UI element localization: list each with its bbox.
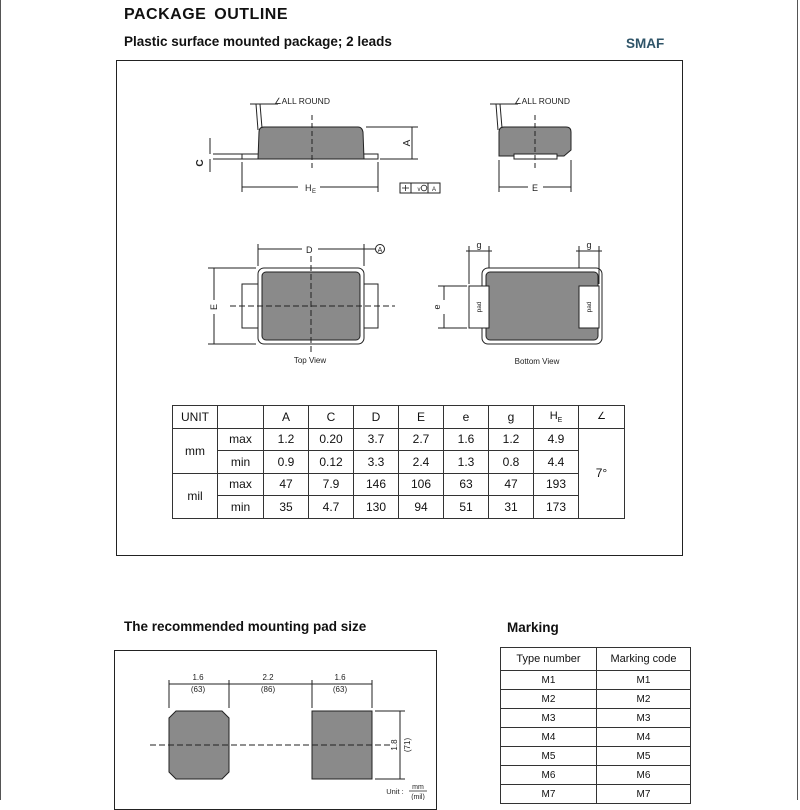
table-row	[501, 690, 691, 709]
table-cell: 31	[489, 496, 534, 519]
table-row	[173, 496, 625, 519]
table-cell: 47	[489, 473, 534, 496]
dim-label-g-left: g	[476, 240, 482, 250]
table-cell: M7	[501, 785, 597, 804]
marking-title: Marking	[507, 620, 559, 635]
table-cell: 63	[444, 473, 489, 496]
row-label: max	[218, 473, 264, 496]
pad-height-mm: 1.8	[390, 739, 399, 751]
type-number-header: Type number	[501, 648, 597, 671]
unit-mil: (mil)	[411, 794, 425, 800]
table-cell: 7.9	[309, 473, 354, 496]
col-header-C: C	[309, 406, 354, 429]
table-row	[501, 709, 691, 728]
table-cell: 1.6	[444, 428, 489, 451]
table-cell: 0.8	[489, 451, 534, 474]
dim-label-E-side: E	[532, 183, 539, 193]
col-header-A: A	[264, 406, 309, 429]
dim-label-g-right: g	[586, 240, 592, 250]
table-cell: 1.3	[444, 451, 489, 474]
table-row	[501, 671, 691, 690]
dim-label-HE-sub: E	[312, 189, 317, 195]
table-cell: 2.7	[399, 428, 444, 451]
table-cell: 146	[354, 473, 399, 496]
package-code: SMAF	[626, 36, 665, 51]
table-cell: 47	[264, 473, 309, 496]
tolerance-v-label: v	[417, 187, 421, 193]
dim-label-E-top: E	[209, 303, 219, 311]
table-cell: 1.2	[264, 428, 309, 451]
all-round-label-right: ∠ALL ROUND	[514, 96, 570, 106]
side-view	[210, 104, 440, 193]
table-cell: M5	[597, 747, 691, 766]
table-row	[501, 747, 691, 766]
mounting-pad-title: The recommended mounting pad size	[124, 619, 367, 634]
top-view	[208, 244, 395, 352]
unit-mm: mm	[412, 784, 424, 791]
pad-dim-2-mm: 2.2	[262, 673, 274, 682]
pad-dim-2-mil: (86)	[260, 685, 276, 694]
table-cell: M7	[597, 785, 691, 804]
table-row	[501, 728, 691, 747]
unit-mm: mm	[173, 428, 218, 473]
col-header-angle: ∠	[579, 406, 625, 429]
table-cell: 0.12	[309, 451, 354, 474]
pad-dim-1-mil: (63)	[190, 685, 206, 694]
table-cell: M3	[597, 709, 691, 728]
table-cell: 1.2	[489, 428, 534, 451]
table-cell: 35	[264, 496, 309, 519]
dimensions-table	[172, 405, 625, 519]
marking-code-header: Marking code	[597, 648, 691, 671]
dim-label-A: A	[402, 139, 413, 147]
angle-value: 7°	[579, 428, 625, 518]
pad-height-mil: (71)	[403, 737, 412, 753]
col-header-D: D	[354, 406, 399, 429]
row-label: min	[218, 496, 264, 519]
table-cell: M4	[597, 728, 691, 747]
datum-A-label: A	[377, 247, 383, 254]
table-cell: 4.4	[534, 451, 579, 474]
dim-label-C: C	[195, 159, 206, 167]
table-cell: M6	[597, 766, 691, 785]
empty-header-cell	[218, 406, 264, 429]
end-view	[490, 104, 571, 192]
pad-dim-3-mil: (63)	[332, 685, 348, 694]
row-label: max	[218, 428, 264, 451]
table-cell: 4.7	[309, 496, 354, 519]
table-cell: 106	[399, 473, 444, 496]
tolerance-A-label: A	[431, 187, 437, 193]
col-header-E: E	[399, 406, 444, 429]
table-cell: M2	[597, 690, 691, 709]
table-cell: 173	[534, 496, 579, 519]
pad-dim-1-mm: 1.6	[192, 673, 204, 682]
col-header-HE: $H_E$	[534, 406, 579, 429]
table-cell: M1	[501, 671, 597, 690]
table-row	[501, 766, 691, 785]
table-cell: M6	[501, 766, 597, 785]
row-label: min	[218, 451, 264, 474]
table-cell: M4	[501, 728, 597, 747]
unit-label: Unit :	[386, 787, 404, 796]
table-cell: 2.4	[399, 451, 444, 474]
table-cell: M1	[597, 671, 691, 690]
table-cell: 94	[399, 496, 444, 519]
pad-label-left: pad	[476, 301, 483, 313]
pad-dim-3-mm: 1.6	[334, 673, 346, 682]
table-cell: 3.3	[354, 451, 399, 474]
table-cell: 0.20	[309, 428, 354, 451]
table-row	[501, 785, 691, 804]
col-header-g: g	[489, 406, 534, 429]
page-subtitle: Plastic surface mounted package; 2 leads	[124, 34, 392, 49]
table-cell: M2	[501, 690, 597, 709]
table-row	[173, 451, 625, 474]
table-cell: 51	[444, 496, 489, 519]
top-view-caption: Top View	[293, 356, 327, 365]
table-cell: 3.7	[354, 428, 399, 451]
dim-label-e: e	[432, 304, 442, 310]
all-round-label-left: ∠ALL ROUND	[274, 96, 330, 106]
marking-table	[500, 647, 691, 804]
table-cell: 0.9	[264, 451, 309, 474]
page-title: PACKAGE OUTLINE	[124, 6, 288, 23]
table-row	[173, 473, 625, 496]
dim-label-D: D	[306, 245, 313, 255]
col-header-e: e	[444, 406, 489, 429]
table-cell: 193	[534, 473, 579, 496]
table-row	[173, 428, 625, 451]
unit-header: UNIT	[173, 406, 218, 429]
bottom-view	[438, 246, 602, 344]
table-cell: 130	[354, 496, 399, 519]
table-cell: M5	[501, 747, 597, 766]
dim-label-HE: H	[305, 183, 312, 193]
table-cell: 4.9	[534, 428, 579, 451]
unit-mil: mil	[173, 473, 218, 518]
mounting-pad-drawing	[0, 640, 440, 800]
pad-label-right: pad	[586, 301, 593, 313]
tolerance-symbol-icon	[402, 185, 427, 191]
bottom-view-caption: Bottom View	[514, 357, 560, 366]
table-cell: M3	[501, 709, 597, 728]
table-header-row	[173, 406, 625, 429]
marking-header-row	[501, 648, 691, 671]
